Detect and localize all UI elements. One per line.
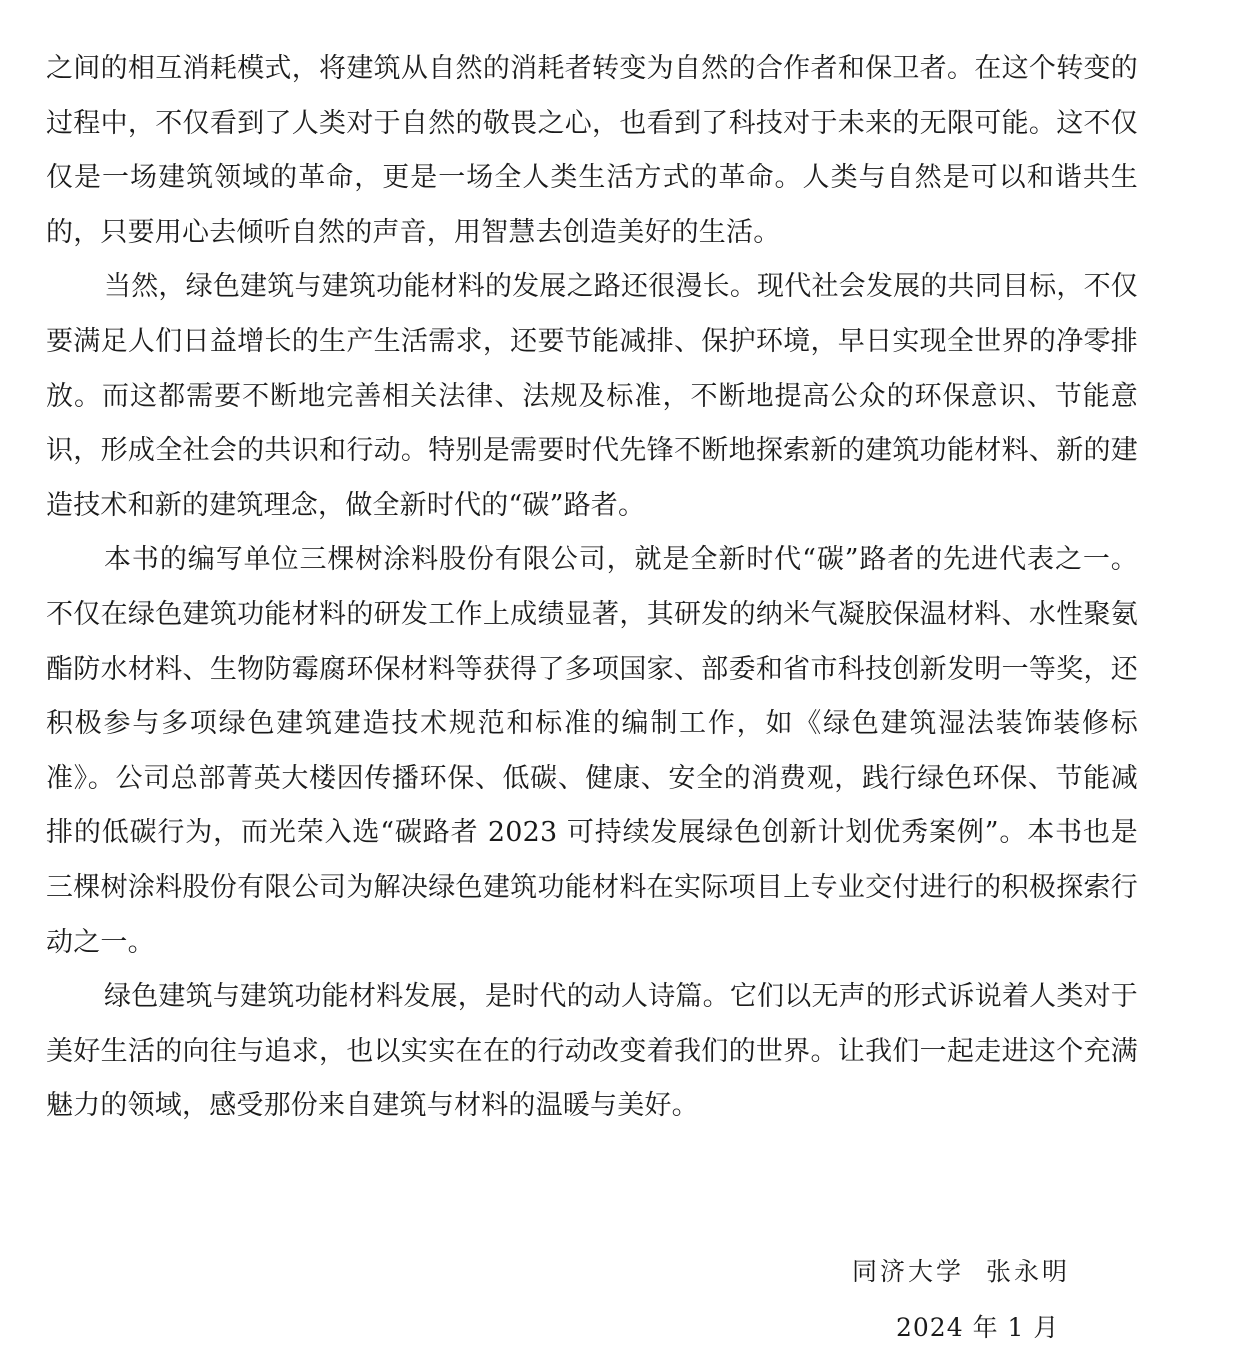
- paragraph-conclusion: 绿色建筑与建筑功能材料发展，是时代的动人诗篇。它们以无声的形式诉说着人类对于美好生活的向往与追求，也以实实在在的行动改变着我们的世界。让我们一起走进这个充满魅力的领域，感受那份来自建筑与材料的温暖与美好。: [46, 981, 1138, 1122]
- document-body: [46, 42, 1138, 1134]
- signature-affiliation: 同济大学: [852, 1257, 965, 1286]
- signature-author: 张永明: [986, 1257, 1071, 1286]
- paragraph-continuation: 之间的相互消耗模式，将建筑从自然的消耗者转变为自然的合作者和保卫者。在这个转变的过程中，不仅看到了人类对于自然的敬畏之心，也看到了科技对于未来的无限可能。这不仅仅是一场建筑领域的革命，更是一场全人类生活方式的革命。人类与自然是可以和谐共生的，只要用心去倾听自然的声音，用智慧去创造美好的生活。: [46, 53, 1138, 248]
- signature-line: [852, 1252, 1070, 1288]
- paragraph-company-introduction: 本书的编写单位三棵树涂料股份有限公司，就是全新时代“碳”路者的先进代表之一。不仅在绿色建筑功能材料的研发工作上成绩显著，其研发的纳米气凝胶保温材料、水性聚氨酯防水材料、生物防霉腐环保材料等获得了多项国家、部委和省市科技创新发明一等奖，还积极参与多项绿色建筑建造技术规范和标准的编制工作，如《绿色建筑湿法装饰装修标准》。公司总部菁英大楼因传播环保、低碳、健康、安全的消费观，践行绿色环保、节能减排的低碳行为，而光荣入选“碳路者 2023 可持续发展绿色创新计划优秀案例”。本书也是三棵树涂料股份有限公司为解决绿色建筑功能材料在实际项目上专业交付进行的积极探索行动之一。: [46, 544, 1138, 958]
- paragraph-green-building-development: 当然，绿色建筑与建筑功能材料的发展之路还很漫长。现代社会发展的共同目标，不仅要满足人们日益增长的生产生活需求，还要节能减排、保护环境，早日实现全世界的净零排放。而这都需要不断地完善相关法律、法规及标准，不断地提高公众的环保意识、节能意识，形成全社会的共识和行动。特别是需要时代先锋不断地探索新的建筑功能材料、新的建造技术和新的建筑理念，做全新时代的“碳”路者。: [46, 271, 1138, 521]
- signature-date: 2024 年 1 月: [896, 1313, 1060, 1342]
